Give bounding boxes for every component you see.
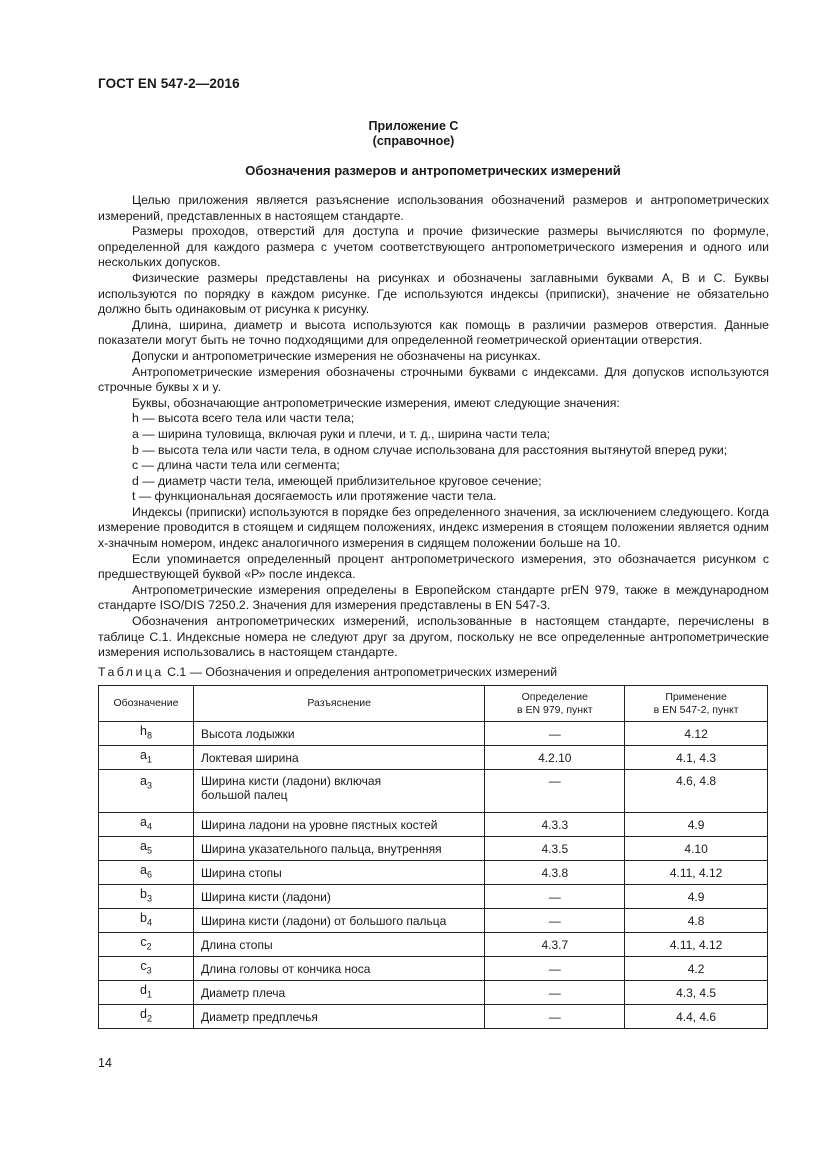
symbol-index: 8 (146, 730, 152, 741)
table-row (99, 837, 768, 861)
symbol-cell (99, 746, 194, 770)
symbol-index: 2 (146, 1013, 152, 1024)
symbol-cell (99, 722, 194, 746)
table-row (99, 981, 768, 1005)
symbol-letter: b (139, 887, 147, 902)
header-definition (485, 686, 625, 722)
application-cell: 4.2 (625, 957, 768, 981)
symbol-letter: d (139, 1007, 147, 1022)
symbol-index: 6 (146, 869, 152, 880)
definition-cell: 4.3.5 (485, 837, 625, 861)
table-header-row (99, 686, 768, 722)
standard-code: ГОСТ EN 547-2—2016 (98, 76, 240, 91)
symbol-index: 3 (146, 893, 152, 904)
symbol-cell (99, 861, 194, 885)
symbol-index: 1 (146, 754, 152, 765)
paragraph: Обозначения антропометрических измерений, использованные в настоящем стандарте, перечислены в таблице С.1. Индексные номера не следуют друг за другом, поскольку не все определенные антропометрические измерения использовались в настоящем стандарте. (98, 614, 769, 660)
table-row (99, 957, 768, 981)
application-cell: 4.1, 4.3 (625, 746, 768, 770)
paragraph: Антропометрические измерения обозначены строчными буквами с индексами. Для допусков используются строчные буквы x и y. (98, 364, 769, 395)
paragraph: Размеры проходов, отверстий для доступа и прочие физические размеры вычисляются по формуле, определенной для каждого размера с учетом соответствующего антропометрического измерения и одного или нескольких допусков. (98, 224, 769, 270)
measurements-table (98, 685, 768, 1029)
paragraph: Допуски и антропометрические измерения не обозначены на рисунках. (132, 348, 541, 363)
header-application-line2: в EN 547-2, пункт (653, 703, 739, 716)
definition-cell: 4.3.3 (485, 813, 625, 837)
paragraph: Длина, ширина, диаметр и высота используются как помощь в различии размеров отверстия. Данные показатели могут быть не точно подходящими для определенной геометрической ориентации отверстия. (98, 317, 769, 348)
symbol-cell (99, 933, 194, 957)
annex-subtitle: (справочное) (372, 134, 455, 148)
letter-definition-c: c — длина части тела или сегмента; (132, 458, 340, 473)
paragraph: Если упоминается определенный процент антропометрического измерения, это обозначается рисунком с предшествующей буквой «Р» после индекса. (98, 551, 769, 582)
symbol-letter: c (140, 959, 147, 974)
symbol-cell (99, 770, 194, 813)
symbol-index: 2 (146, 941, 152, 952)
paragraph: Буквы, обозначающие антропометрические измерения, имеют следующие значения: (132, 395, 620, 410)
explanation-cell: Локтевая ширина (193, 746, 484, 770)
annex-title-block (0, 119, 827, 149)
definition-cell: — (485, 1005, 625, 1029)
application-cell: 4.11, 4.12 (625, 861, 768, 885)
symbol-index: 1 (146, 989, 152, 1000)
definition-cell: 4.3.8 (485, 861, 625, 885)
header-application (625, 686, 768, 722)
symbol-cell (99, 885, 194, 909)
symbol-letter: c (140, 935, 147, 950)
definition-cell: — (485, 957, 625, 981)
explanation-cell: Высота лодыжки (193, 722, 484, 746)
table-row (99, 813, 768, 837)
symbol-letter: b (139, 911, 147, 926)
symbol-cell (99, 1005, 194, 1029)
table-row (99, 746, 768, 770)
application-cell: 4.10 (625, 837, 768, 861)
explanation-cell: Длина стопы (193, 933, 484, 957)
header-explanation: Разъяснение (193, 686, 484, 722)
application-cell: 4.4, 4.6 (625, 1005, 768, 1029)
symbol-index: 3 (146, 965, 152, 976)
symbol-cell (99, 909, 194, 933)
application-cell: 4.8 (625, 909, 768, 933)
explanation-cell: Ширина стопы (193, 861, 484, 885)
symbol-letter: a (139, 863, 147, 878)
symbol-cell (99, 837, 194, 861)
header-definition-line1: Определение (521, 690, 588, 703)
application-cell: 4.3, 4.5 (625, 981, 768, 1005)
explanation-cell: Ширина кисти (ладони) от большого пальца (193, 909, 484, 933)
symbol-index: 5 (146, 845, 152, 856)
symbol-letter: h (139, 724, 147, 739)
definition-cell: — (485, 885, 625, 909)
definition-cell: 4.2.10 (485, 746, 625, 770)
table-caption (98, 665, 557, 679)
symbol-letter: a (139, 815, 147, 830)
definition-cell: — (485, 981, 625, 1005)
table-row (99, 1005, 768, 1029)
application-cell: 4.6, 4.8 (625, 770, 768, 813)
symbol-letter: a (139, 774, 147, 788)
table-row (99, 909, 768, 933)
explanation-cell: Ширина кисти (ладони) (193, 885, 484, 909)
symbol-index: 4 (146, 917, 152, 928)
table-row (99, 861, 768, 885)
letter-definition-a: a — ширина туловища, включая руки и плечи, и т. д., ширина части тела; (132, 426, 551, 441)
symbol-cell (99, 981, 194, 1005)
header-application-line1: Применение (665, 690, 727, 703)
annex-title: Приложение С (368, 119, 459, 133)
explanation-cell: Ширина ладони на уровне пястных костей (193, 813, 484, 837)
definition-cell: — (485, 770, 625, 813)
explanation-cell: Длина головы от кончика носа (193, 957, 484, 981)
table-row (99, 770, 768, 813)
annex-heading: Обозначения размеров и антропометрических измерений (245, 163, 621, 178)
letter-definition-d: d — диаметр части тела, имеющей приблизительное круговое сечение; (132, 473, 542, 488)
body-text (98, 193, 769, 661)
table-caption-label: Таблица (98, 665, 164, 679)
application-cell: 4.9 (625, 813, 768, 837)
symbol-letter: a (139, 839, 147, 854)
definition-cell: — (485, 909, 625, 933)
letter-definition-t: t — функциональная досягаемость или протяжение части тела. (132, 489, 497, 504)
paragraph: Индексы (приписки) используются в порядке без определенного значения, за исключением следующего. Когда измерение проводится в стоящем и сидящем положениях, индекс измерения в стоящем положении является одним x-значным номером, индекс аналогичного измерения в сидящем положении больше на 10. (98, 504, 769, 551)
symbol-cell (99, 957, 194, 981)
symbol-index: 4 (146, 821, 152, 832)
letter-definition-b: b — высота тела или части тела, в одном случае использована для расстояния вытянутой вперед руки; (132, 442, 728, 457)
table-row (99, 885, 768, 909)
header-definition-line2: в EN 979, пункт (516, 703, 593, 716)
explanation-cell: Диаметр предплечья (193, 1005, 484, 1029)
paragraph: Антропометрические измерения определены в Европейском стандарте prEN 979, также в международном стандарте ISO/DIS 7250.2. Значения для измерения представлены в EN 547-3. (98, 582, 769, 613)
symbol-index: 3 (146, 780, 152, 791)
explanation-cell: Диаметр плеча (193, 981, 484, 1005)
paragraph: Целью приложения является разъяснение использования обозначений размеров и антропометрических измерений, представленных в настоящем стандарте. (98, 193, 769, 223)
header-symbol: Обозначение (99, 686, 194, 722)
application-cell: 4.12 (625, 722, 768, 746)
letter-definition-h: h — высота всего тела или части тела; (132, 411, 355, 426)
definition-cell: 4.3.7 (485, 933, 625, 957)
page-number: 14 (98, 1056, 112, 1070)
symbol-cell (99, 813, 194, 837)
explanation-cell: Ширина кисти (ладони) включая большой палец (193, 770, 484, 813)
table-caption-text: С.1 — Обозначения и определения антропометрических измерений (163, 665, 558, 679)
table-row (99, 933, 768, 957)
definition-cell: — (485, 722, 625, 746)
application-cell: 4.11, 4.12 (625, 933, 768, 957)
symbol-letter: a (139, 748, 147, 763)
application-cell: 4.9 (625, 885, 768, 909)
symbol-letter: d (139, 983, 147, 998)
table-row (99, 722, 768, 746)
paragraph: Физические размеры представлены на рисунках и обозначены заглавными буквами А, В и С. Буквы используются по порядку в каждом рисунке. Где используются индексы (приписки), значение не обязательно должно быть одинаковым от рисунка к рисунку. (98, 270, 769, 317)
explanation-cell: Ширина указательного пальца, внутренняя (193, 837, 484, 861)
